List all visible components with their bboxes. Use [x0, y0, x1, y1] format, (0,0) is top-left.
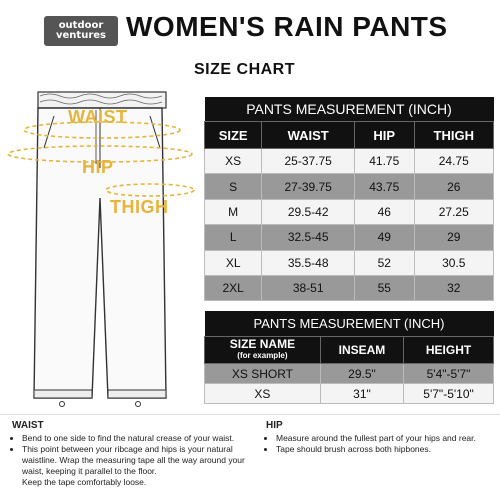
table-header: PANTS MEASUREMENT (INCH)	[205, 97, 494, 122]
column-header-size-name	[205, 337, 321, 364]
cell-size: L	[205, 225, 262, 250]
table-row	[205, 174, 494, 199]
table-row	[205, 149, 494, 174]
cell-thigh: 29	[414, 225, 494, 250]
cell-thigh: 27.25	[414, 199, 494, 224]
cell-height: 5'7"-5'10"	[404, 384, 494, 404]
cell-thigh: 30.5	[414, 250, 494, 275]
table-row	[205, 275, 494, 300]
size-name-note: (for example)	[237, 351, 288, 360]
list-item: • Bend to one side to find the natural crease of your waist.	[22, 433, 250, 444]
pants-diagram	[0, 86, 205, 416]
table-row	[205, 384, 494, 404]
list-item: • This point between your ribcage and hips is your natural waistline. Wrap the measuring tape all the way around your waist, keeping it parallel to the floor.	[22, 444, 250, 477]
page-subtitle: SIZE CHART	[194, 61, 295, 78]
cell-thigh: 26	[414, 174, 494, 199]
hip-instructions	[266, 420, 494, 455]
cell-size-name: XS	[205, 384, 321, 404]
cell-waist: 32.5-45	[262, 225, 355, 250]
cell-hip: 43.75	[355, 174, 414, 199]
list-item: • Tape should brush across both hipbones.	[276, 444, 494, 455]
table-header: PANTS MEASUREMENT (INCH)	[205, 311, 494, 337]
waist-instructions-extra: Keep the tape comfortably loose.	[22, 477, 147, 487]
waist-instructions-title: WAIST	[12, 420, 44, 431]
cell-waist: 38-51	[262, 275, 355, 300]
divider	[0, 414, 500, 415]
cell-hip: 49	[355, 225, 414, 250]
logo-line-1: outdoor	[58, 20, 104, 31]
column-header-inseam: INSEAM	[320, 337, 403, 364]
cell-size: XS	[205, 149, 262, 174]
waist-instructions	[12, 420, 250, 488]
waist-label: WAIST	[68, 107, 128, 127]
inseam-table	[204, 311, 494, 404]
cell-size: M	[205, 199, 262, 224]
table-row	[205, 250, 494, 275]
cell-waist: 29.5-42	[262, 199, 355, 224]
logo-line-2: ventures	[56, 30, 106, 41]
cell-size: 2XL	[205, 275, 262, 300]
hip-instructions-title: HIP	[266, 420, 283, 431]
pants-outline-illustration	[0, 86, 205, 416]
column-header-waist: WAIST	[262, 122, 355, 149]
cell-size: S	[205, 174, 262, 199]
table-row	[205, 199, 494, 224]
cell-inseam: 29.5"	[320, 364, 403, 384]
table-row	[205, 225, 494, 250]
size-name-label: SIZE NAME	[229, 337, 296, 351]
column-header-hip: HIP	[355, 122, 414, 149]
cell-size-name: XS SHORT	[205, 364, 321, 384]
table-row	[205, 364, 494, 384]
hip-label: HIP	[82, 157, 114, 177]
cell-hip: 55	[355, 275, 414, 300]
column-header-thigh: THIGH	[414, 122, 494, 149]
cell-size: XL	[205, 250, 262, 275]
size-chart-table	[204, 97, 494, 301]
page-title: WOMEN'S RAIN PANTS	[126, 11, 448, 42]
thigh-label: THIGH	[110, 197, 169, 217]
column-header-height: HEIGHT	[404, 337, 494, 364]
cell-hip: 41.75	[355, 149, 414, 174]
cell-height: 5'4"-5'7"	[404, 364, 494, 384]
cell-thigh: 24.75	[414, 149, 494, 174]
cell-waist: 25-37.75	[262, 149, 355, 174]
cell-waist: 27-39.75	[262, 174, 355, 199]
brand-logo	[44, 16, 118, 46]
cell-thigh: 32	[414, 275, 494, 300]
cell-hip: 52	[355, 250, 414, 275]
cell-inseam: 31"	[320, 384, 403, 404]
column-header-size: SIZE	[205, 122, 262, 149]
list-item: • Measure around the fullest part of your hips and rear.	[276, 433, 494, 444]
cell-waist: 35.5-48	[262, 250, 355, 275]
cell-hip: 46	[355, 199, 414, 224]
